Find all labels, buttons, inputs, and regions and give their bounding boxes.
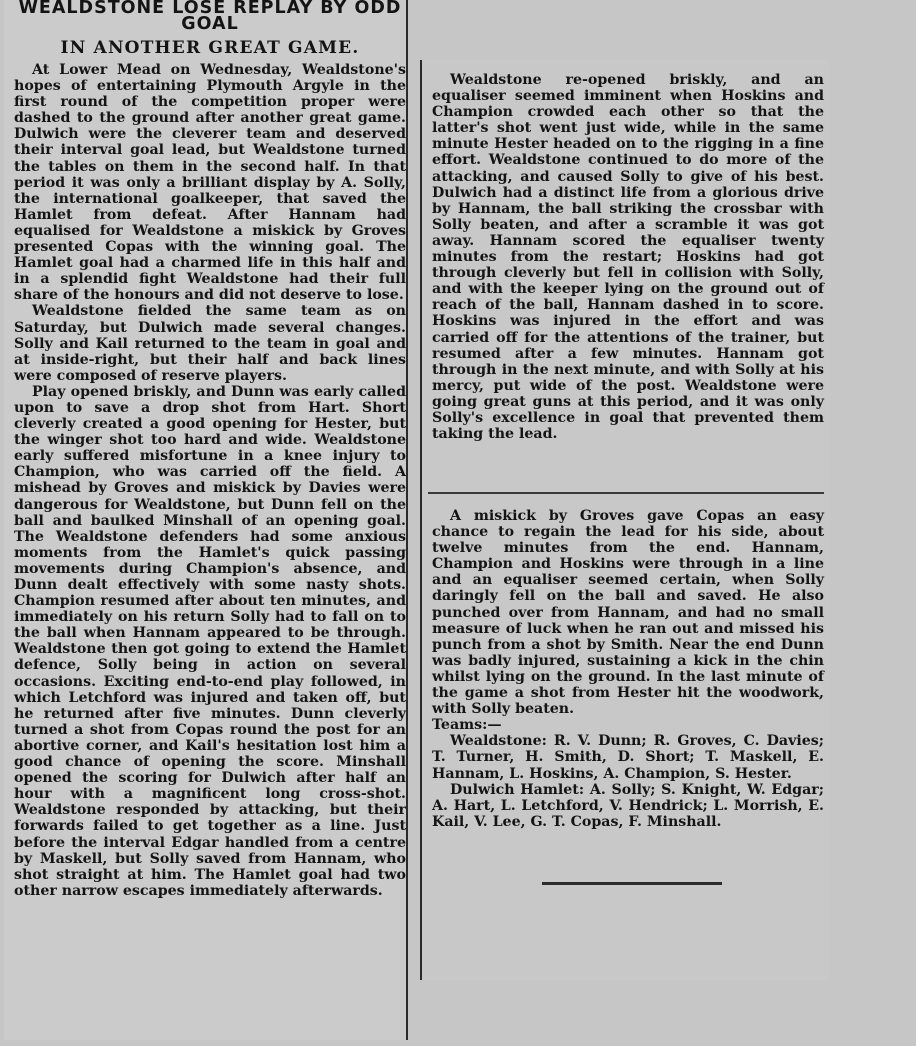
end-rule [542, 882, 722, 885]
team-dulwich: Dulwich Hamlet: A. Solly; S. Knight, W. Edgar; A. Hart, L. Letchford, V. Hendrick; L. Morrish, E. Kail, V. Lee, G. T. Copas, F. Minshall. [432, 781, 824, 830]
paragraph-first-half: Play opened briskly, and Dunn was early called upon to save a drop shot from Hart. Short cleverly created a good opening for Hester, but the winger shot too hard and wide. Wealdstone early suffered misfortune in a knee injury to Champion, who was carried off the field. A mishead by Groves and miskick by Davies were dangerous for Wealdstone, but Dunn fell on the ball and baulked Minshall of an opening goal. The Wealdstone defenders had some anxious moments from the Hamlet's quick passing movements during Champion's absence, and Dunn dealt effectively with some nasty shots. Champion resumed after about ten minutes, and immediately on his return Solly had to fall on to the ball when Hannam appeared to be through. Wealdstone then got going to extend the Hamlet defence, Solly being in action on several occasions. Exciting end-to-end play followed, in which Letchford was injured and taken off, but he returned after five minutes. Dunn cleverly turned a shot from Copas round the post for an abortive corner, and Kail's hesitation lost him a good chance of opening the score. Minshall opened the scoring for Dulwich after half an hour with a magnificent long cross-shot. Wealdstone responded by attacking, but their forwards failed to get together as a line. Just before the interval Edgar handled from a centre by Maskell, but Solly saved from Hannam, who shot straight at him. The Hamlet goal had two other narrow escapes immediately afterwards. [14, 383, 406, 899]
column-divider [428, 492, 824, 494]
subheadline: IN ANOTHER GREAT GAME. [60, 38, 360, 58]
left-column [4, 0, 408, 1040]
right-block-second-half [432, 72, 824, 442]
paragraph-second-half: Wealdstone re-opened briskly, and an equaliser seemed imminent when Hoskins and Champion crowded each other so that the latter's shot went just wide, while in the same minute Hester headed on to the rigging in a fine effort. Wealdstone continued to do more of the attacking, and caused Solly to give of his best. Dulwich had a distinct life from a glorious drive by Hannam, the ball striking the crossbar with Solly beaten, and after a scramble it was got away. Hannam scored the equaliser twenty minutes from the restart; Hoskins had got through cleverly but fell in collision with Solly, and with the keeper lying on the ground out of reach of the ball, Hannam dashed in to score. Hoskins was injured in the effort and was carried off for the attentions of the trainer, but resumed after a few minutes. Hannam got through in the next minute, and with Solly at his mercy, put wide of the post. Wealdstone were going great guns at this period, and it was only Solly's excellence in goal that prevented them taking the lead. [432, 72, 824, 443]
right-column [420, 60, 830, 980]
headline: WEALDSTONE LOSE REPLAY BY ODD GOAL [18, 0, 402, 34]
paragraph-late-game: A miskick by Groves gave Copas an easy chance to regain the lead for his side, about twelve minutes from the end. Hannam, Champion and Hoskins were through in a line and an equaliser seemed certain, when Solly daringly fell on the ball and saved. He also punched over from Hannam, and had no small measure of luck when he ran out and missed his punch from a shot by Smith. Near the end Dunn was badly injured, sustaining a kick in the chin whilst lying on the ground. In the last minute of the game a shot from Hester hit the woodwork, with Solly beaten. [432, 508, 824, 718]
team-wealdstone: Wealdstone: R. V. Dunn; R. Groves, C. Davies; T. Turner, H. Smith, D. Short; T. Maskell, E. Hannam, L. Hoskins, A. Champion, S. Hester. [432, 733, 824, 782]
teams-heading: Teams:— [432, 717, 502, 734]
article-header [14, 0, 406, 899]
right-block-finish [432, 508, 824, 830]
paragraph-teams-changes: Wealdstone fielded the same team as on Saturday, but Dulwich made several changes. Solly and Kail returned to the team in goal and at inside-right, but their half and back lines were composed of reserve players. [14, 303, 406, 384]
paragraph-intro: At Lower Mead on Wednesday, Wealdstone's hopes of entertaining Plymouth Argyle in the first round of the competition proper were dashed to the ground after another great game. Dulwich were the cleverer team and deserved their interval goal lead, but Wealdstone turned the tables on them in the second half. In that period it was only a brilliant display by A. Solly, the international goalkeeper, that saved the Hamlet from defeat. After Hannam had equalised for Wealdstone a miskick by Groves presented Copas with the winning goal. The Hamlet goal had a charmed life in this half and in a splendid fight Wealdstone had their full share of the honours and did not deserve to lose. [14, 62, 406, 304]
